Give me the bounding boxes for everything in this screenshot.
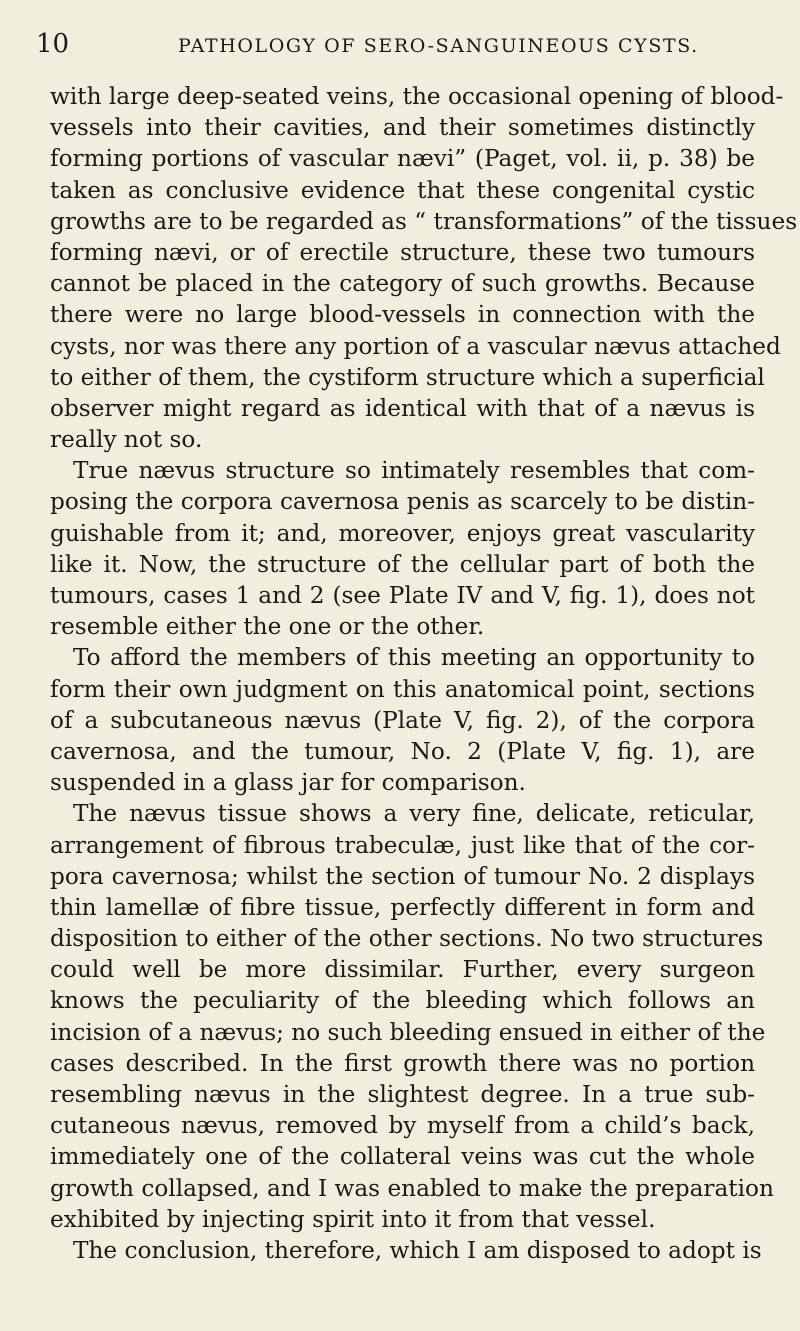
text-line: of a subcutaneous nævus (Plate V, fig. 2), of the corpora [50, 706, 755, 734]
text-line: The conclusion, therefore, which I am disposed to adopt is [73, 1236, 762, 1264]
text-line: cases described. In the first growth there was no portion [50, 1049, 755, 1077]
text-line: cysts, nor was there any portion of a vascular nævus attached [50, 332, 781, 360]
text-line: forming portions of vascular nævi” (Paget, vol. ii, p. 38) be [50, 145, 755, 173]
text-line: really not so. [50, 426, 203, 454]
text-line: cavernosa, and the tumour, No. 2 (Plate V, fig. 1), are [50, 737, 755, 765]
page-number: 10 [36, 29, 70, 59]
text-line: posing the corpora cavernosa penis as scarcely to be distin- [50, 488, 755, 516]
text-line: growth collapsed, and I was enabled to make the preparation [50, 1174, 774, 1202]
text-line: cutaneous nævus, removed by myself from a child’s back, [50, 1112, 755, 1140]
text-line: could well be more dissimilar. Further, every surgeon [50, 956, 755, 984]
body-text [50, 81, 798, 1266]
text-line: guishable from it; and, moreover, enjoys great vascularity [50, 519, 755, 547]
text-line: suspended in a glass jar for comparison. [50, 769, 526, 797]
text-line: there were no large blood-vessels in connection with the [50, 301, 755, 329]
text-line: resemble either the one or the other. [50, 613, 485, 641]
text-line: knows the peculiarity of the bleeding which follows an [50, 987, 755, 1015]
text-line: immediately one of the collateral veins was cut the whole [50, 1143, 755, 1171]
text-line: growths are to be regarded as “ transformations” of the tissues [50, 207, 798, 235]
text-line: exhibited by injecting spirit into it from that vessel. [50, 1205, 656, 1233]
running-title: PATHOLOGY OF SERO-SANGUINEOUS CYSTS. [178, 35, 699, 57]
text-line: form their own judgment on this anatomical point, sections [50, 675, 755, 703]
text-line: vessels into their cavities, and their sometimes distinctly [50, 114, 755, 142]
text-line: with large deep-seated veins, the occasional opening of blood- [50, 83, 784, 110]
text-line: To afford the members of this meeting an opportunity to [73, 644, 755, 672]
text-line: The nævus tissue shows a very fine, delicate, reticular, [73, 800, 755, 828]
text-line: disposition to either of the other sections. No two structures [50, 925, 764, 953]
text-line: tumours, cases 1 and 2 (see Plate IV and V, fig. 1), does not [50, 582, 755, 609]
text-line: thin lamellæ of fibre tissue, perfectly different in form and [50, 893, 755, 921]
text-line: taken as conclusive evidence that these congenital cystic [50, 176, 755, 204]
text-line: observer might regard as identical with that of a nævus is [50, 394, 755, 422]
text-line: incision of a nævus; no such bleeding ensued in either of the [50, 1018, 766, 1046]
text-line: pora cavernosa; whilst the section of tumour No. 2 displays [50, 862, 755, 890]
text-line: resembling nævus in the slightest degree. In a true sub- [50, 1081, 755, 1108]
page-header [0, 30, 800, 58]
text-line: to either of them, the cystiform structure which a superficial [50, 363, 765, 391]
text-line: cannot be placed in the category of such growths. Because [50, 270, 755, 298]
text-line: like it. Now, the structure of the cellular part of both the [50, 550, 755, 578]
text-line: arrangement of fibrous trabeculæ, just like that of the cor- [50, 831, 755, 859]
text-line: forming nævi, or of erectile structure, these two tumours [50, 238, 755, 266]
text-line: True nævus structure so intimately resembles that com- [73, 457, 755, 485]
